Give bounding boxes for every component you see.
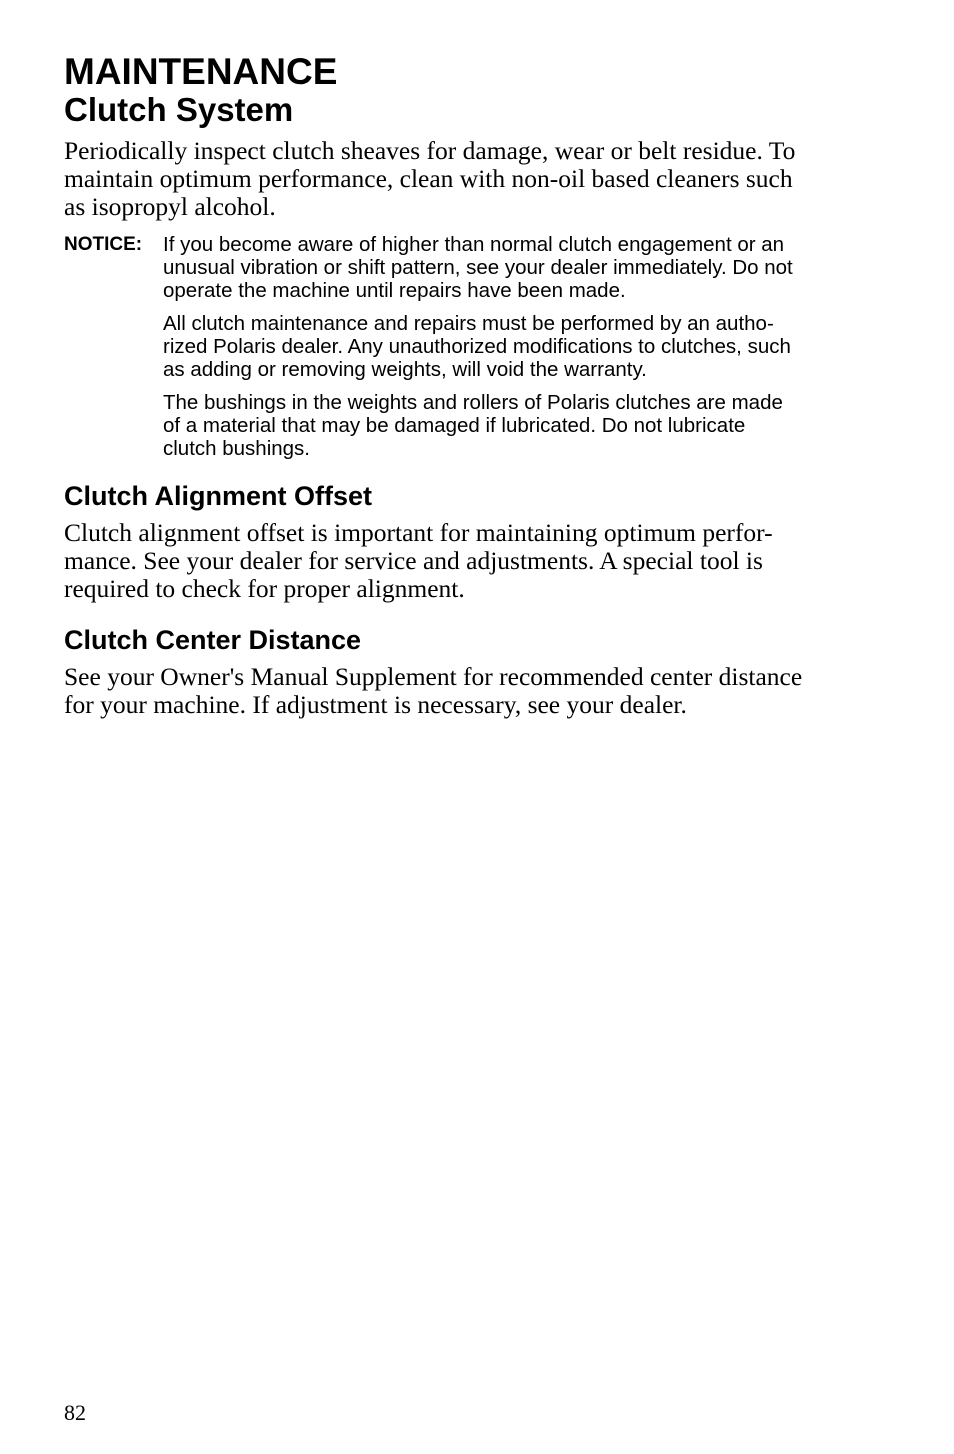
alignment-title: Clutch Alignment Offset xyxy=(64,481,372,511)
notice-paragraph: The bushings in the weights and rollers of Polaris clutches are made of a material that may be damaged if lubricated. Do not lubricate clutch bushings. xyxy=(163,391,783,460)
notice-label: NOTICE: xyxy=(64,234,143,255)
spacer xyxy=(64,603,864,625)
notice-paragraph: All clutch maintenance and repairs must be performed by an autho- rized Polaris dealer. Any unauthorized modifications to clutches, such as adding or removing weights, will void the warranty. xyxy=(163,312,791,381)
notice-paragraph: If you become aware of higher than normal clutch engagement or an unusual vibration or shift pattern, see your dealer immediately. Do not operate the machine until repairs have been made. xyxy=(163,233,793,302)
spacer xyxy=(64,460,864,481)
manual-page xyxy=(64,52,864,719)
chapter-title: MAINTENANCE xyxy=(64,51,338,92)
notice-block xyxy=(64,233,864,460)
page-number: 82 xyxy=(64,1400,86,1425)
center-distance-title: Clutch Center Distance xyxy=(64,625,362,655)
notice-body xyxy=(163,233,864,460)
clutch-system-intro: Periodically inspect clutch sheaves for damage, wear or belt residue. To maintain optimum performance, clean with non-oil based cleaners such as isopropyl alcohol. xyxy=(64,136,796,221)
alignment-body: Clutch alignment offset is important for maintaining optimum perfor- mance. See your dealer for service and adjustments. A special tool is required to check for proper alignment. xyxy=(64,518,773,603)
section-title: Clutch System xyxy=(64,91,294,128)
center-distance-body: See your Owner's Manual Supplement for recommended center distance for your machine. If adjustment is necessary, see your dealer. xyxy=(64,662,803,719)
